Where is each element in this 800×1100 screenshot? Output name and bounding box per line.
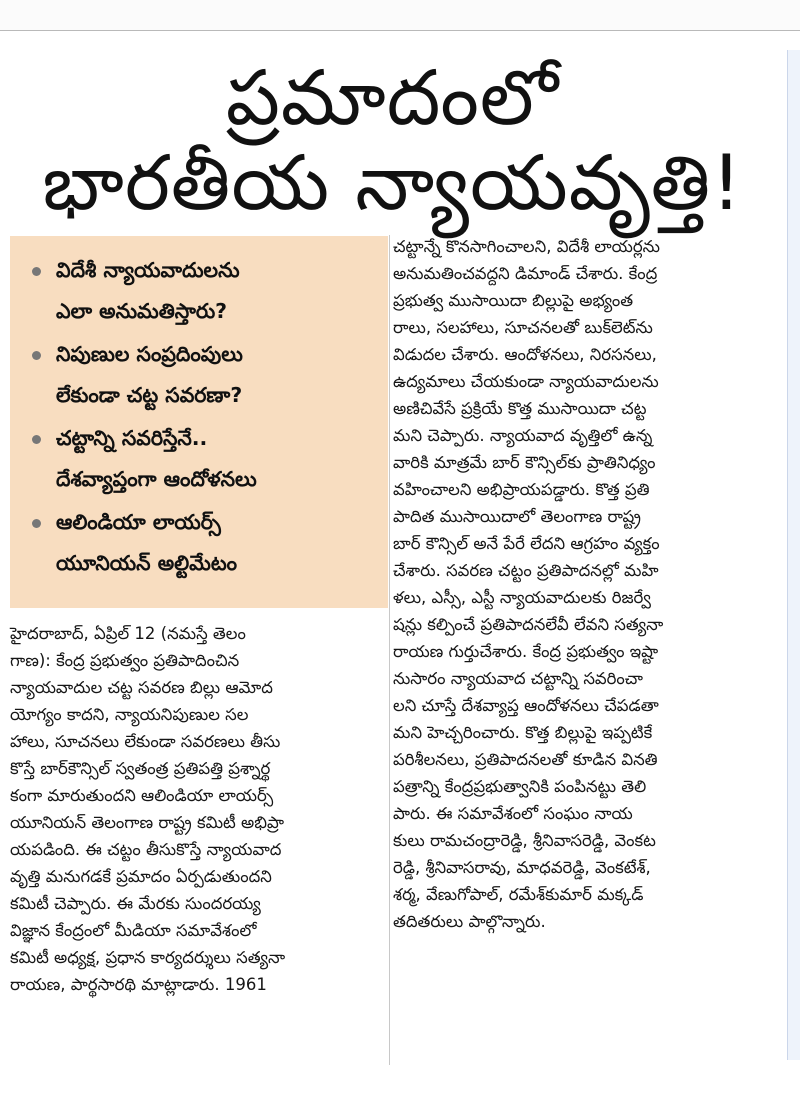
article-line: కమిటీ చెప్పారు. ఈ మేరకు సుందరయ్య xyxy=(10,894,261,913)
adjacent-column-strip xyxy=(787,50,800,1060)
highlight-item xyxy=(32,502,378,584)
headline-line-1: ప్రమాదంలో xyxy=(225,53,560,142)
highlight-line: ఆలిండియా లాయర్స్ xyxy=(56,510,221,534)
article-line: చేశారు. సవరణ చట్టం ప్రతిపాదనల్లో మహి xyxy=(393,561,659,580)
article-line: మని హెచ్చరించారు. కొత్త బిల్లుపై ఇప్పటికే xyxy=(393,723,653,742)
bullet-icon xyxy=(32,519,41,528)
highlights-box xyxy=(10,236,388,608)
article-line: వహించాలని అభిప్రాయపడ్డారు. కొత్త ప్రతి xyxy=(393,480,650,499)
article-line: యూనియన్ తెలంగాణ రాష్ట్ర కమిటీ అభిప్రా xyxy=(10,813,284,832)
article-line: నుసారం న్యాయవాద చట్టాన్ని సవరించా xyxy=(393,669,643,688)
article-line: హైదరాబాద్, ఏప్రిల్ 12 (నమస్తే తెలం xyxy=(10,624,246,643)
highlight-line: విదేశీ న్యాయవాదులను xyxy=(56,258,240,282)
article-line: పారు. ఈ సమావేశంలో సంఘం నాయ xyxy=(393,804,633,823)
article-line: కులు రామచంద్రారెడ్డి, శ్రీనివాసరెడ్డి, వెంకట xyxy=(393,831,656,850)
article-line: విజ్ఞాన కేంద్రంలో మీడియా సమావేశంలో xyxy=(10,921,257,940)
article-line: అనుమతించవద్దని డిమాండ్ చేశారు. కేంద్ర xyxy=(393,264,658,283)
article-left-column xyxy=(10,620,380,998)
article-line: రాయణ గుర్తుచేశారు. కేంద్ర ప్రభుత్వం ఇష్టా xyxy=(393,642,659,661)
article-line: చట్టాన్నే కొనసాగించాలని, విదేశీ లాయర్లను xyxy=(393,237,660,256)
bullet-icon xyxy=(32,351,41,360)
article-line: వృత్తి మనుగడకే ప్రమాదం ఏర్పడుతుందని xyxy=(10,867,272,886)
article-line: న్యాయవాదుల చట్ట సవరణ బిల్లు ఆమోద xyxy=(10,678,273,697)
article-line: లని చూస్తే దేశవ్యాప్త ఆందోళనలు చేపడతా xyxy=(393,696,659,715)
article-line: శర్మ, వేణుగోపాల్, రమేశ్‌కుమార్ మక్కడ్ xyxy=(393,885,644,904)
article-line: పత్రాన్ని కేంద్రప్రభుత్వానికి పంపినట్టు తెలి xyxy=(393,777,647,796)
column-divider xyxy=(389,235,390,1065)
article-line: రెడ్డి, శ్రీనివాసరావు, మాధవరెడ్డి, వెంకటేశ్, xyxy=(393,858,651,877)
article-line: షన్లు కల్పించే ప్రతిపాదనలేవీ లేవని సత్యనా xyxy=(393,615,664,634)
article-line: కొస్తే బార్‌కౌన్సిల్ స్వతంత్ర ప్రతిపత్తి ప్రశ్నార్థ xyxy=(10,759,271,778)
article-line: పరిశీలనలు, ప్రతిపాదనలతో కూడిన వినతి xyxy=(393,750,658,769)
headline-line-2: భారతీయ న్యాయవృత్తి! xyxy=(42,138,743,227)
article-line: అణిచివేసే ప్రక్రియే కొత్త ముసాయిదా చట్ట xyxy=(393,399,647,418)
highlight-item xyxy=(32,250,378,332)
highlight-line: దేశవ్యాప్తంగా ఆందోళనలు xyxy=(56,467,257,491)
article-line: కంగా మారుతుందని ఆలిండియా లాయర్స్ xyxy=(10,786,274,805)
article-line: తదితరులు పాల్గొన్నారు. xyxy=(393,912,546,931)
highlight-line: చట్టాన్ని సవరిస్తేనే.. xyxy=(56,426,208,450)
article-line: గాణ): కేంద్ర ప్రభుత్వం ప్రతిపాదించిన xyxy=(10,651,240,670)
highlight-line: లేకుండా చట్ట సవరణా? xyxy=(56,383,243,407)
article-line: పాదిత ముసాయిదాలో తెలంగాణ రాష్ట్ర xyxy=(393,507,641,526)
highlight-line: యూనియన్ అల్టిమేటం xyxy=(56,551,238,575)
article-line: ళలు, ఎస్సీ, ఎస్టీ న్యాయవాదులకు రిజర్వే xyxy=(393,588,651,607)
article-line: యపడింది. ఈ చట్టం తీసుకొస్తే న్యాయవాద xyxy=(10,840,282,859)
article-line: విడుదల చేశారు. ఆందోళనలు, నిరసనలు, xyxy=(393,345,657,364)
article-line: యోగ్యం కాదని, న్యాయనిపుణుల సల xyxy=(10,705,249,724)
article-line: హాలు, సూచనలు లేకుండా సవరణలు తీసు xyxy=(10,732,281,751)
highlight-line: ఎలా అనుమతిస్తారు? xyxy=(56,299,228,323)
highlight-item xyxy=(32,334,378,416)
clipping-top-strip xyxy=(0,0,800,31)
article-line: రాలు, సలహాలు, సూచనలతో బుక్‌లెట్‌ను xyxy=(393,318,653,337)
article-line: రాయణ, పార్థసారథి మాట్లాడారు. 1961 xyxy=(10,975,267,994)
article-line: బార్ కౌన్సిల్ అనే పేరే లేదని ఆగ్రహం వ్యక్తం xyxy=(393,534,660,553)
article-line: ఉద్యమాలు చేయకుండా న్యాయవాదులను xyxy=(393,372,659,391)
bullet-icon xyxy=(32,435,41,444)
article-right-column xyxy=(393,233,783,935)
bullet-icon xyxy=(32,267,41,276)
article-line: కమిటీ అధ్యక్ష, ప్రధాన కార్యదర్శులు సత్యనా xyxy=(10,948,286,967)
article-line: ప్రభుత్వ ముసాయిదా బిల్లుపై అభ్యంత xyxy=(393,291,634,310)
highlight-line: నిపుణుల సంప్రదింపులు xyxy=(56,342,243,366)
article-line: మని చెప్పారు. న్యాయవాద వృత్తిలో ఉన్న xyxy=(393,426,653,445)
highlight-item xyxy=(32,418,378,500)
article-line: వారికి మాత్రమే బార్ కౌన్సిల్‌కు ప్రాతినిధ్యం xyxy=(393,453,656,472)
